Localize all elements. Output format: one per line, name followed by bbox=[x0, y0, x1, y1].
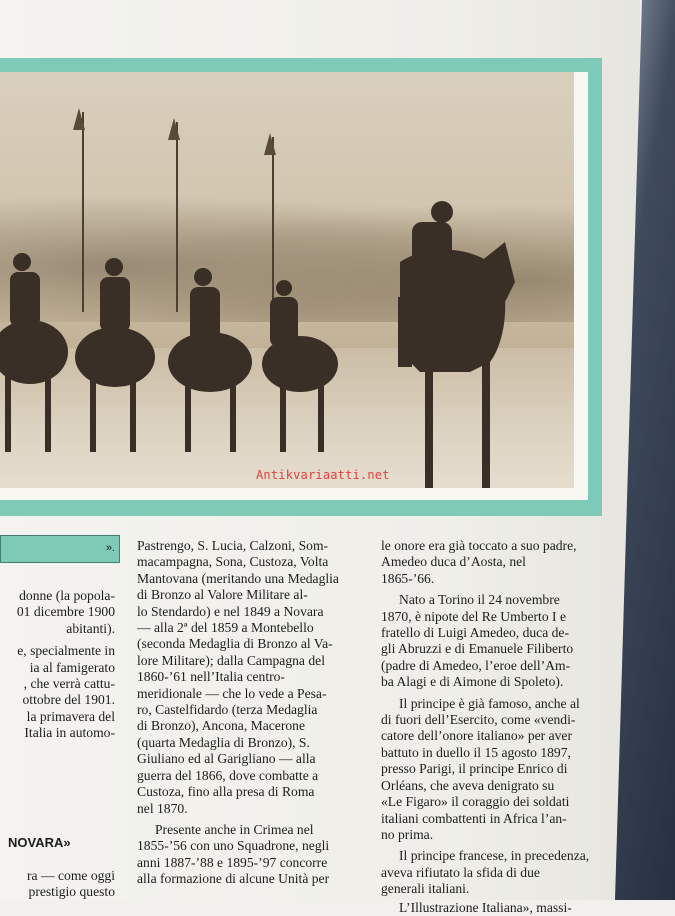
text-line: Nato a Torino il 24 novembre bbox=[399, 592, 560, 608]
text-column-left-tail bbox=[0, 868, 115, 901]
paragraph bbox=[381, 848, 604, 897]
text-line: donne (la popola- bbox=[19, 588, 115, 603]
text-line: lore Militare); dalla Campagna del bbox=[137, 652, 325, 668]
text-line: le onore era già toccato a suo padre, bbox=[381, 538, 577, 553]
text-line: aveva rifiutato la sfida di due bbox=[381, 864, 540, 880]
section-heading: NOVARA» bbox=[8, 835, 71, 850]
text-line: Mantovana (meritando una Medaglia bbox=[137, 570, 339, 586]
paragraph bbox=[381, 900, 604, 916]
text-line: Presente anche in Crimea nel bbox=[155, 821, 314, 837]
text-line: di fuori dell’Esercito, come «vendi- bbox=[381, 712, 576, 728]
text-line: ra — come oggi bbox=[27, 868, 115, 883]
text-line: di Bronzo), Ancona, Macerone bbox=[137, 718, 305, 734]
text-line: (seconda Medaglia di Bronzo al Va- bbox=[137, 636, 333, 652]
historical-cavalry-photo bbox=[0, 72, 574, 488]
text-line: Custoza, fino alla presa di Roma bbox=[137, 784, 315, 800]
text-line: la primavera del bbox=[26, 708, 115, 724]
text-line: presso Parigi, il principe Enrico di bbox=[381, 761, 568, 777]
text-column-right bbox=[381, 538, 604, 916]
text-line: 01 dicembre 1900 bbox=[16, 604, 115, 620]
text-line: ottobre del 1901. bbox=[22, 692, 115, 708]
text-line: prestigio questo bbox=[28, 884, 115, 900]
text-line: alla formazione di alcune Unità per bbox=[137, 871, 330, 887]
paragraph bbox=[137, 822, 369, 888]
text-line: «Le Figaro» il coraggio dei soldati bbox=[381, 794, 570, 810]
text-line: no prima. bbox=[381, 826, 434, 842]
text-line: guerra del 1866, dove combatte a bbox=[137, 767, 319, 783]
text-line: Orléans, che aveva denigrato su bbox=[381, 777, 555, 793]
text-line: , che verrà cattu- bbox=[23, 676, 115, 692]
text-line: Il principe francese, in precedenza, bbox=[399, 848, 590, 864]
paragraph bbox=[381, 696, 604, 844]
text-column-left bbox=[0, 588, 115, 742]
photo-mat bbox=[0, 72, 588, 500]
text-line: generali italiani. bbox=[381, 881, 470, 897]
text-line: Amedeo duca d’Aosta, nel bbox=[381, 554, 526, 570]
text-line: ia al famigerato bbox=[29, 659, 115, 675]
text-line: Pastrengo, S. Lucia, Calzoni, Som- bbox=[137, 538, 329, 553]
caption-text: ». bbox=[105, 542, 115, 554]
text-line: Giuliano ed al Garigliano — alla bbox=[137, 751, 316, 767]
text-line: (padre di Amedeo, l’eroe dell’Am- bbox=[381, 657, 571, 673]
text-line: 1865-’66. bbox=[381, 570, 435, 586]
text-line: Il principe è già famoso, anche al bbox=[399, 695, 580, 711]
text-line: — alla 2ª del 1859 a Montebello bbox=[137, 620, 314, 636]
text-line: gli Abruzzi e di Emanuele Filiberto bbox=[381, 641, 574, 657]
paragraph bbox=[381, 538, 604, 587]
text-line: italiani combattenti in Africa l’an- bbox=[381, 810, 567, 826]
text-line: catore dell’onore italiano» per aver bbox=[381, 728, 572, 744]
text-line: abitanti). bbox=[66, 620, 115, 636]
text-line: Italia in automo- bbox=[24, 725, 115, 741]
text-column-middle bbox=[137, 538, 369, 888]
text-line: battuto in duello il 15 agosto 1897, bbox=[381, 744, 571, 760]
paragraph bbox=[381, 592, 604, 690]
paragraph bbox=[137, 538, 369, 817]
text-line: di Bronzo al Valore Militare al- bbox=[137, 587, 308, 603]
text-line: fratello di Luigi Amedeo, duca de- bbox=[381, 625, 569, 641]
text-line: ro, Castelfidardo (terza Medaglia bbox=[137, 702, 318, 718]
text-line: nel 1870. bbox=[137, 800, 188, 816]
text-line: 1870, è nipote del Re Umberto I e bbox=[381, 608, 566, 624]
text-line: e, specialmente in bbox=[17, 643, 115, 659]
photo-frame bbox=[0, 58, 602, 516]
watermark-text: Antikvariaatti.net bbox=[256, 468, 390, 482]
text-line: macampagna, Sona, Custoza, Volta bbox=[137, 554, 329, 570]
text-line: ba Alagi e di Aimone di Spoleto). bbox=[381, 674, 564, 690]
riders-silhouettes bbox=[0, 72, 574, 488]
text-line: 1860-’61 nell’Italia centro- bbox=[137, 669, 285, 685]
caption-box bbox=[0, 535, 120, 563]
text-line: (quarta Medaglia di Bronzo), S. bbox=[137, 734, 310, 750]
text-line: 1855-’56 con uno Squadrone, negli bbox=[137, 838, 330, 854]
text-line: L’Illustrazione Italiana», massi- bbox=[399, 899, 572, 915]
text-line: lo Stendardo) e nel 1849 a Novara bbox=[137, 603, 324, 619]
text-line: anni 1887-’88 e 1895-’97 concorre bbox=[137, 854, 328, 870]
text-line: meridionale — che lo vede a Pesa- bbox=[137, 685, 327, 701]
